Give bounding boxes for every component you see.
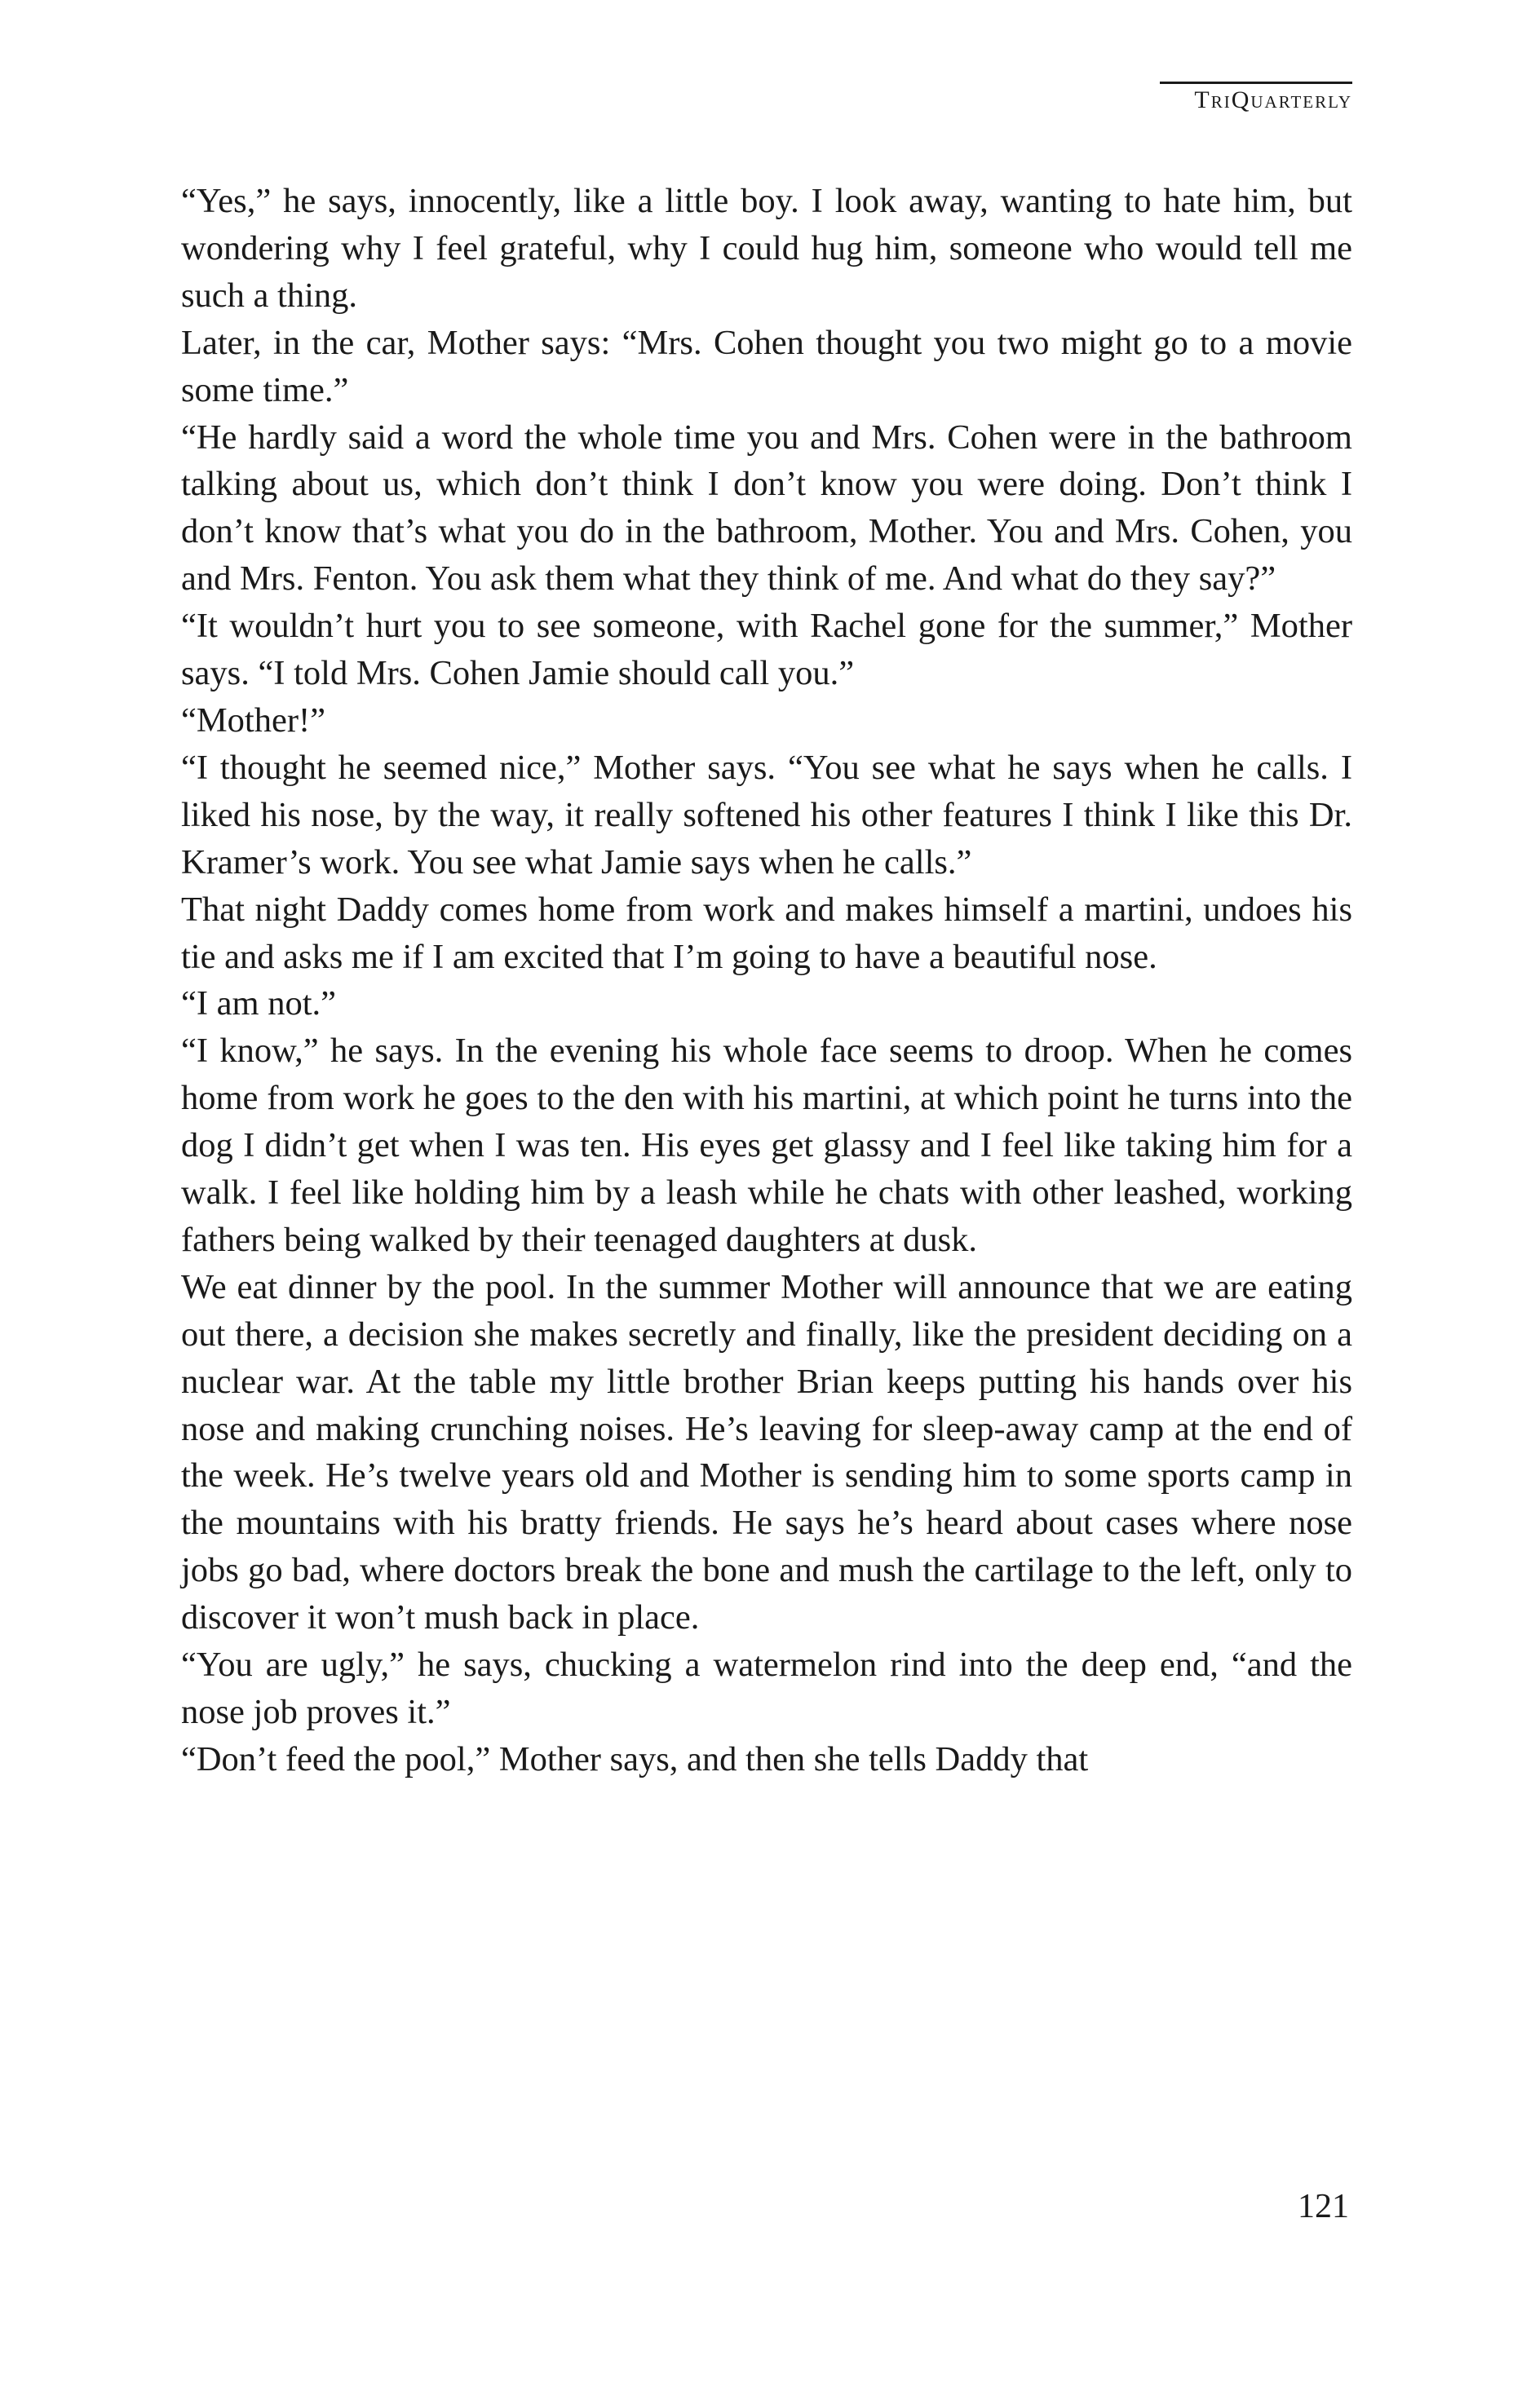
- paragraph: “I know,” he says. In the evening his whole face seems to droop. When he comes home from work he goes to the den with his martini, at which point he turns into the dog I didn’t get when I was ten. His eyes get glassy and I feel like taking him for a walk. I feel like holding him by a leash while he chats with other leashed, working fathers being walked by their teenaged daughters at dusk.: [181, 1032, 1352, 1259]
- paragraph: “I am not.”: [181, 984, 336, 1023]
- paragraph: “Mother!”: [181, 700, 325, 740]
- paragraph: “It wouldn’t hurt you to see someone, with Rachel gone for the summer,” Mother says. “I told Mrs. Cohen Jamie should call you.”: [181, 607, 1352, 693]
- paragraph: We eat dinner by the pool. In the summer Mother will announce that we are eating out there, a decision she makes secretly and finally, like the president deciding on a nuclear war. At the table my little brother Brian keeps putting his hands over his nose and making crunching noises. He’s leaving for sleep-away camp at the end of the week. He’s twelve years old and Mother is sending him to some sports camp in the mountains with his bratty friends. He says he’s heard about cases where nose jobs go bad, where doctors break the bone and mush the cartilage to the left, only to discover it won’t mush back in place.: [181, 1267, 1352, 1637]
- page-number: 121: [1298, 2188, 1349, 2225]
- paragraph: “I thought he seemed nice,” Mother says. “You see what he says when he calls. I liked his nose, by the way, it really softened his other features I think I like this Dr. Kramer’s work. You see what Jamie says when he calls.”: [181, 748, 1352, 881]
- paragraph: “Yes,” he says, innocently, like a little boy. I look away, wanting to hate him, but wondering why I feel grateful, why I could hug him, someone who would tell me such a thing.: [181, 182, 1352, 315]
- body-text: [181, 178, 1352, 1783]
- paragraph: “You are ugly,” he says, chucking a watermelon rind into the deep end, “and the nose job proves it.”: [181, 1646, 1352, 1731]
- paragraph: That night Daddy comes home from work and makes himself a martini, undoes his tie and asks me if I am excited that I’m going to have a beautiful nose.: [181, 890, 1352, 976]
- paragraph: “Don’t feed the pool,” Mother says, and then she tells Daddy that: [181, 1739, 1089, 1778]
- page-header: [0, 0, 1535, 163]
- header-rule: [1160, 82, 1352, 84]
- paragraph: Later, in the car, Mother says: “Mrs. Cohen thought you two might go to a movie some time.”: [181, 323, 1352, 409]
- running-head: TriQuarterly: [1194, 86, 1352, 113]
- paragraph: “He hardly said a word the whole time you and Mrs. Cohen were in the bathroom talking about us, which don’t think I don’t know you were doing. Don’t think I don’t know that’s what you do in the bathroom, Mother. You and Mrs. Cohen, you and Mrs. Fenton. You ask them what they think of me. And what do they say?”: [181, 418, 1352, 599]
